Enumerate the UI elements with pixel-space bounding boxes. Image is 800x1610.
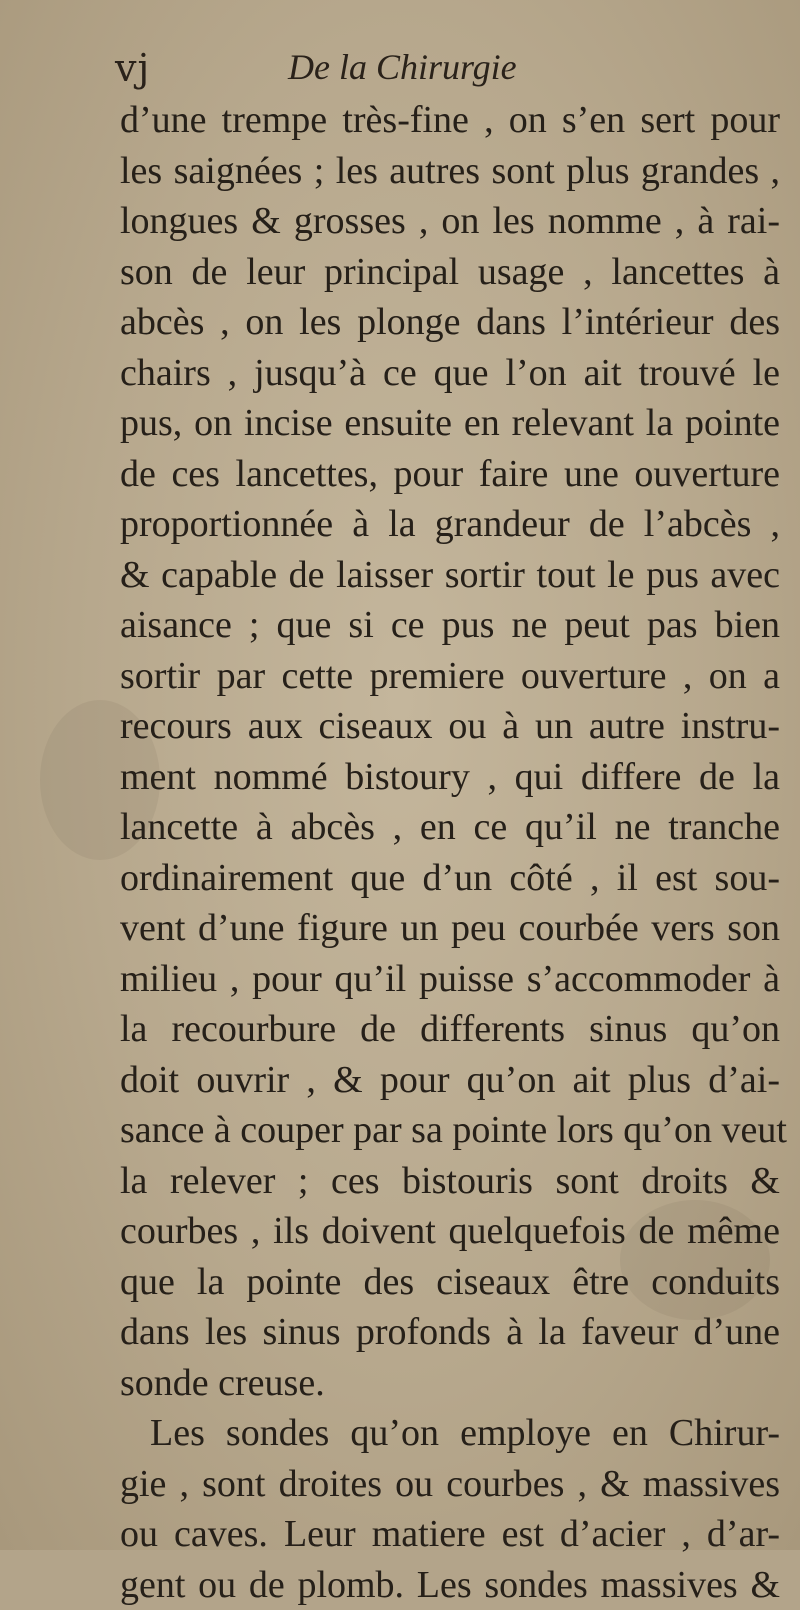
text-line: de ces lancettes, pour faire une ouverture (120, 449, 780, 500)
text-line: vent d’une figure un peu courbée vers son (120, 903, 780, 954)
text-line: sortir par cette premiere ouverture , on a (120, 651, 780, 702)
text-line: doit ouvrir , & pour qu’on ait plus d’ai- (120, 1055, 780, 1106)
text-line: la recourbure de differents sinus qu’on (120, 1004, 780, 1055)
text-line: longues & grosses , on les nomme , à rai- (120, 196, 780, 247)
text-line: gie , sont droites ou courbes , & massives (120, 1459, 780, 1510)
text-line: dans les sinus profonds à la faveur d’une (120, 1307, 780, 1358)
text-line: d’une trempe très-fine , on s’en sert pour (120, 95, 780, 146)
text-line: la relever ; ces bistouris sont droits & (120, 1156, 780, 1207)
page-header (0, 40, 800, 96)
text-line: son de leur principal usage , lancettes à (120, 247, 780, 298)
text-line: proportionnée à la grandeur de l’abcès , (120, 499, 780, 550)
text-line: gent ou de plomb. Les sondes massives & (120, 1560, 780, 1610)
text-line: ment nommé bistoury , qui differe de la (120, 752, 780, 803)
text-line: aisance ; que si ce pus ne peut pas bien (120, 600, 780, 651)
text-line: Les sondes qu’on employe en Chirur- (120, 1408, 780, 1459)
text-line: courbes , ils doivent quelquefois de même (120, 1206, 780, 1257)
page-number: vj (115, 46, 150, 90)
text-line: sance à couper par sa pointe lors qu’on veut (120, 1105, 780, 1156)
body-text (120, 95, 780, 1610)
text-line: pus, on incise ensuite en relevant la pointe (120, 398, 780, 449)
text-line: ou caves. Leur matiere est d’acier , d’ar- (120, 1509, 780, 1560)
running-title: De la Chirurgie (288, 46, 517, 88)
text-line: lancette à abcès , en ce qu’il ne tranche (120, 802, 780, 853)
text-line: milieu , pour qu’il puisse s’accommoder à (120, 954, 780, 1005)
text-line: recours aux ciseaux ou à un autre instru- (120, 701, 780, 752)
text-line: chairs , jusqu’à ce que l’on ait trouvé le (120, 348, 780, 399)
text-line: abcès , on les plonge dans l’intérieur des (120, 297, 780, 348)
text-line: que la pointe des ciseaux être conduits (120, 1257, 780, 1308)
text-line: & capable de laisser sortir tout le pus avec (120, 550, 780, 601)
text-line: les saignées ; les autres sont plus grandes , (120, 146, 780, 197)
text-line: sonde creuse. (120, 1358, 780, 1409)
text-line: ordinairement que d’un côté , il est sou- (120, 853, 780, 904)
